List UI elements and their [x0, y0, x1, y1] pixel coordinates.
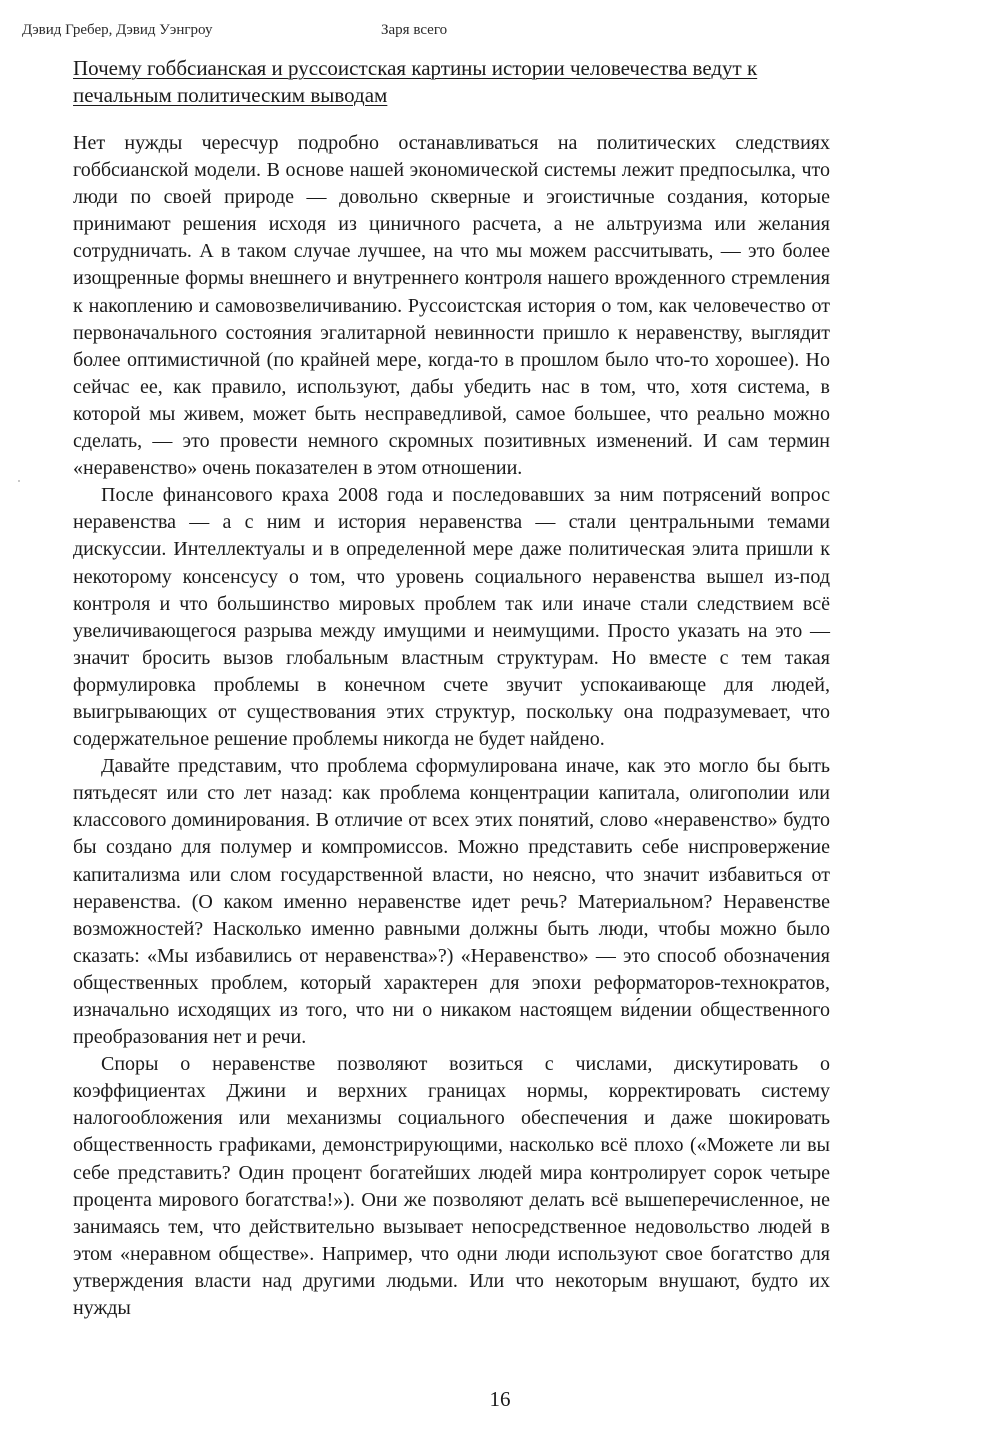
paragraph: Нет нужды чересчур подробно останавливаться на политических следствиях гоббсианской модели. В основе нашей экономической системы лежит предпосылка, что люди по своей природе — довольно скверные и эгоистичные создания, которые принимают решения исходя из циничного расчета, а не альтруизма или желания сотрудничать. А в таком случае лучшее, на что мы можем рассчитывать, — это более изощренные формы внешнего и внутреннего контроля нашего врожденного стремления к накоплению и самовозвеличиванию. Руссоистская история о том, как человечество от первоначального состояния эгалитарной невинности пришло к неравенству, выглядит более оптимистичной (по крайней мере, когда-то в прошлом было что-то хорошее). Но сейчас ее, как правило, используют, дабы убедить нас в том, что, хотя система, в которой мы живем, может быть несправедливой, самое большее, что реально можно сделать, — это провести немного скромных позитивных изменений. И сам термин «неравенство» очень показателен в этом отношении.	[73, 132, 830, 480]
margin-speck	[18, 480, 20, 482]
section-title: Почему гоббсианская и руссоистская картины истории человечества ведут к печальным политическим выводам	[73, 56, 758, 107]
running-header	[0, 22, 1000, 46]
paragraph: После финансового краха 2008 года и последовавших за ним потрясений вопрос неравенства — а с ним и история неравенства — стали центральными темами дискуссии. Интеллектуалы и в определенной мере даже политическая элита пришли к некоторому консенсусу о том, что уровень социального неравенства вышел из-под контроля и что большинство мировых проблем так или иначе стали следствием всё увеличивающегося разрыва между имущими и неимущими. Просто указать на это — значит бросить вызов глобальным властным структурам. Но вместе с тем такая формулировка проблемы в конечном счете звучит успокаивающе для людей, выигрывающих от существования этих структур, поскольку она подразумевает, что содержательное решение проблемы никогда не будет найдено.	[73, 484, 830, 751]
paragraph: Споры о неравенстве позволяют возиться с числами, дискутировать о коэффициентах Джини и верхних границах нормы, корректировать систему налогообложения или механизмы социального обеспечения и даже шокировать общественность графиками, демонстрирующими, насколько всё плохо («Можете ли вы себе представить? Один процент богатейших людей мира контролирует сорок четыре процента мирового богатства!»). Они же позволяют делать всё вышеперечисленное, не занимаясь тем, что действительно вызывает непосредственное недовольство людей в этом «неравном обществе». Например, что одни люди используют свое богатство для утверждения власти над другими людьми. Или что некоторым внушают, будто их нужды	[73, 1053, 830, 1320]
header-book-title: Заря всего	[381, 22, 448, 38]
body-text	[73, 130, 830, 1322]
header-authors: Дэвид Гребер, Дэвид Уэнгроу	[22, 22, 213, 38]
paragraph: Давайте представим, что проблема сформулирована иначе, как это могло бы быть пятьдесят или сто лет назад: как проблема концентрации капитала, олигополии или классового доминирования. В отличие от всех этих понятий, слово «неравенство» будто бы создано для полумер и компромиссов. Можно представить себе ниспровержение капитализма или слом государственной власти, но неясно, что значит избавиться от неравенства. (О каком именно неравенстве идет речь? Материальном? Неравенстве возможностей? Насколько именно равными должны быть люди, чтобы можно было сказать: «Мы избавились от неравенства»?) «Неравенство» — это способ обозначения общественных проблем, который характерен для эпохи реформаторов-технократов, изначально исходящих из того, что ни о никаком настоящем ви́дении общественного преобразования нет и речи.	[73, 755, 830, 1049]
page-number: 16	[489, 1387, 511, 1411]
